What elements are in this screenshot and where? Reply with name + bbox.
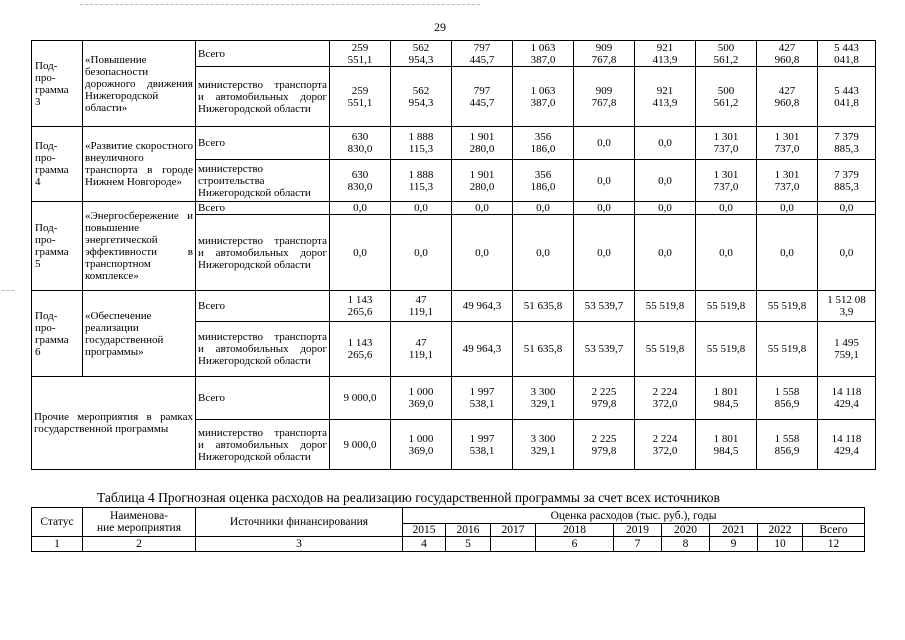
forecast-table (31, 507, 865, 552)
header-year: 2021 (710, 524, 758, 537)
value-cell: 0,0 (696, 215, 757, 291)
value-total: 7 379 885,3 (818, 160, 876, 202)
value-cell: 1 558 856,9 (757, 420, 818, 470)
column-number: 7 (614, 537, 662, 552)
value-cell: 562 954,3 (391, 67, 452, 127)
value-cell: 356 186,0 (513, 127, 574, 160)
value-cell: 1 000 369,0 (391, 420, 452, 470)
header-year: 2017 (491, 524, 536, 537)
value-cell: 1 143 265,6 (330, 322, 391, 377)
value-cell: 47 119,1 (391, 291, 452, 322)
header-year: 2020 (662, 524, 710, 537)
value-cell: 427 960,8 (757, 67, 818, 127)
column-number (491, 537, 536, 552)
value-cell: 1 301 737,0 (696, 127, 757, 160)
value-cell: 0,0 (513, 215, 574, 291)
value-cell: 427 960,8 (757, 41, 818, 67)
funding-source: министерство транспорта и автомобильных дорог Нижегородской области (196, 67, 330, 127)
column-number: 9 (710, 537, 758, 552)
column-number: 6 (536, 537, 614, 552)
value-cell: 53 539,7 (574, 322, 635, 377)
value-total: 14 118 429,4 (818, 420, 876, 470)
header-year: 2016 (446, 524, 491, 537)
value-cell: 1 901 280,0 (452, 160, 513, 202)
value-cell: 630 830,0 (330, 160, 391, 202)
value-cell: 797 445,7 (452, 41, 513, 67)
value-cell: 1 301 737,0 (757, 127, 818, 160)
header-status: Статус (32, 508, 83, 537)
value-cell: 0,0 (635, 160, 696, 202)
other-activities-label: Прочие мероприятия в рамках государственной программы (32, 377, 196, 470)
value-cell: 51 635,8 (513, 322, 574, 377)
value-cell: 909 767,8 (574, 41, 635, 67)
value-cell: 0,0 (757, 202, 818, 215)
value-cell: 9 000,0 (330, 377, 391, 420)
value-cell: 0,0 (391, 215, 452, 291)
funding-source: Всего (196, 127, 330, 160)
column-number: 2 (83, 537, 196, 552)
program-status: Под- про- грамма 6 (32, 291, 83, 377)
value-cell: 0,0 (391, 202, 452, 215)
program-status: Под- про- грамма 3 (32, 41, 83, 127)
value-cell: 53 539,7 (574, 291, 635, 322)
value-cell: 1 801 984,5 (696, 420, 757, 470)
value-cell: 1 997 538,1 (452, 377, 513, 420)
program-name: «Развитие скоростного внеуличного транспорта в городе Нижнем Новгороде» (83, 127, 196, 202)
value-cell: 55 519,8 (757, 322, 818, 377)
value-total: 14 118 429,4 (818, 377, 876, 420)
table-row (32, 202, 876, 215)
value-cell: 0,0 (574, 202, 635, 215)
value-cell: 55 519,8 (757, 291, 818, 322)
header-year: 2022 (758, 524, 803, 537)
value-cell: 1 888 115,3 (391, 127, 452, 160)
header-total: Всего (803, 524, 865, 537)
program-name: «Повышение безопасности дорожного движения Нижегородской области» (83, 41, 196, 127)
value-cell: 55 519,8 (635, 322, 696, 377)
header-year: 2019 (614, 524, 662, 537)
value-cell: 1 558 856,9 (757, 377, 818, 420)
funding-source: Всего (196, 41, 330, 67)
value-cell: 1 301 737,0 (757, 160, 818, 202)
value-cell: 356 186,0 (513, 160, 574, 202)
table-row (32, 291, 876, 322)
value-cell: 1 063 387,0 (513, 67, 574, 127)
value-total: 7 379 885,3 (818, 127, 876, 160)
column-number: 10 (758, 537, 803, 552)
value-cell: 0,0 (330, 202, 391, 215)
program-status: Под- про- грамма 4 (32, 127, 83, 202)
value-cell: 921 413,9 (635, 67, 696, 127)
header-year: 2018 (536, 524, 614, 537)
value-cell: 909 767,8 (574, 67, 635, 127)
value-total: 5 443 041,8 (818, 41, 876, 67)
value-cell: 2 224 372,0 (635, 377, 696, 420)
value-cell: 1 888 115,3 (391, 160, 452, 202)
funding-source: министерство строительства Нижегородской области (196, 160, 330, 202)
value-cell: 0,0 (757, 215, 818, 291)
value-cell: 3 300 329,1 (513, 420, 574, 470)
value-cell: 0,0 (696, 202, 757, 215)
value-cell: 55 519,8 (696, 291, 757, 322)
column-number: 3 (196, 537, 403, 552)
funding-source: министерство транспорта и автомобильных дорог Нижегородской области (196, 322, 330, 377)
value-cell: 1 801 984,5 (696, 377, 757, 420)
value-cell: 0,0 (574, 160, 635, 202)
value-cell: 49 964,3 (452, 291, 513, 322)
value-cell: 0,0 (513, 202, 574, 215)
value-total: 0,0 (818, 215, 876, 291)
value-total: 1 495 759,1 (818, 322, 876, 377)
value-cell: 9 000,0 (330, 420, 391, 470)
value-cell: 259 551,1 (330, 67, 391, 127)
value-cell: 562 954,3 (391, 41, 452, 67)
program-status: Под- про- грамма 5 (32, 202, 83, 291)
value-cell: 49 964,3 (452, 322, 513, 377)
page-number: 29 (434, 20, 446, 34)
value-cell: 1 143 265,6 (330, 291, 391, 322)
value-cell: 259 551,1 (330, 41, 391, 67)
funding-source: министерство транспорта и автомобильных дорог Нижегородской области (196, 215, 330, 291)
value-cell: 55 519,8 (696, 322, 757, 377)
funding-source: Всего (196, 202, 330, 215)
program-name: «Обеспечение реализации государственной программы» (83, 291, 196, 377)
funding-source: министерство транспорта и автомобильных дорог Нижегородской области (196, 420, 330, 470)
value-cell: 500 561,2 (696, 67, 757, 127)
value-cell: 0,0 (452, 202, 513, 215)
column-number: 12 (803, 537, 865, 552)
value-cell: 1 301 737,0 (696, 160, 757, 202)
value-cell: 1 063 387,0 (513, 41, 574, 67)
value-cell: 797 445,7 (452, 67, 513, 127)
header-year: 2015 (403, 524, 446, 537)
top-separator (80, 4, 480, 5)
value-cell: 0,0 (574, 215, 635, 291)
left-margin-mark (2, 290, 14, 291)
value-cell: 2 225 979,8 (574, 420, 635, 470)
table4-caption: Таблица 4 Прогнозная оценка расходов на реализацию государственной программы за счет всех источников (97, 490, 720, 505)
value-cell: 3 300 329,1 (513, 377, 574, 420)
value-cell: 0,0 (574, 127, 635, 160)
column-number: 1 (32, 537, 83, 552)
value-cell: 921 413,9 (635, 41, 696, 67)
value-total: 5 443 041,8 (818, 67, 876, 127)
value-total: 1 512 08 3,9 (818, 291, 876, 322)
value-cell: 500 561,2 (696, 41, 757, 67)
header-name: Наименова- ние мероприятия (83, 508, 196, 537)
table-row (32, 127, 876, 160)
table-row (32, 41, 876, 67)
value-cell: 1 000 369,0 (391, 377, 452, 420)
value-cell: 0,0 (635, 202, 696, 215)
expenses-table (31, 40, 876, 470)
value-cell: 47 119,1 (391, 322, 452, 377)
program-name: «Энергосбережение и повышение энергетической эффективности в транспортном комплексе» (83, 202, 196, 291)
value-cell: 0,0 (330, 215, 391, 291)
value-cell: 2 225 979,8 (574, 377, 635, 420)
value-cell: 1 901 280,0 (452, 127, 513, 160)
value-cell: 2 224 372,0 (635, 420, 696, 470)
value-cell: 630 830,0 (330, 127, 391, 160)
value-total: 0,0 (818, 202, 876, 215)
value-cell: 1 997 538,1 (452, 420, 513, 470)
value-cell: 51 635,8 (513, 291, 574, 322)
header-estimate: Оценка расходов (тыс. руб.), годы (403, 508, 865, 524)
value-cell: 0,0 (635, 215, 696, 291)
value-cell: 0,0 (452, 215, 513, 291)
column-number: 8 (662, 537, 710, 552)
funding-source: Всего (196, 377, 330, 420)
header-source: Источники финансирования (196, 508, 403, 537)
value-cell: 0,0 (635, 127, 696, 160)
column-number: 4 (403, 537, 446, 552)
table-row (32, 377, 876, 420)
funding-source: Всего (196, 291, 330, 322)
column-number: 5 (446, 537, 491, 552)
value-cell: 55 519,8 (635, 291, 696, 322)
